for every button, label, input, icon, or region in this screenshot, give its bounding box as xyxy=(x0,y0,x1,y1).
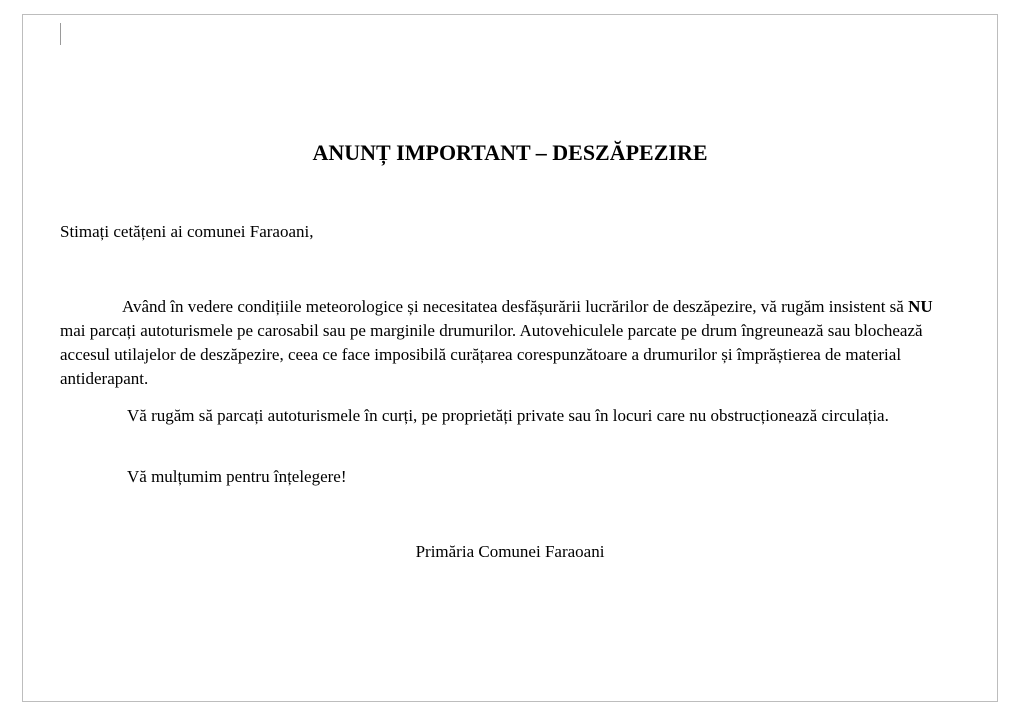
text-cursor xyxy=(60,23,61,45)
signature-line: Primăria Comunei Faraoani xyxy=(415,542,605,561)
paragraph-main-bold-nu: NU xyxy=(908,297,933,316)
paragraph-main xyxy=(60,295,955,391)
document-page[interactable] xyxy=(22,14,998,702)
paragraph-thanks: Vă mulțumim pentru înțelegere! xyxy=(127,467,347,486)
paragraph-main-text-before: Având în vedere condițiile meteorologice și necesitatea desfășurării lucrărilor de deszăpezire, vă rugăm insistent să xyxy=(122,297,909,316)
document-title: ANUNȚ IMPORTANT – DESZĂPEZIRE xyxy=(312,140,708,165)
greeting-line: Stimați cetățeni ai comunei Faraoani, xyxy=(60,222,314,241)
paragraph-main-text-after: mai parcați autoturismele pe carosabil sau pe marginile drumurilor. Autovehiculele parcate pe drum îngreunează sau blochează accesul utilajelor de deszăpezire, ceea ce face imposibilă curățarea corespunzătoare a drumurilor și împrăștierea de material antiderapant. xyxy=(60,321,923,388)
paragraph-parking-advice: Vă rugăm să parcați autoturismele în curți, pe proprietăți private sau în locuri care nu obstrucționează circulația. xyxy=(127,406,889,425)
